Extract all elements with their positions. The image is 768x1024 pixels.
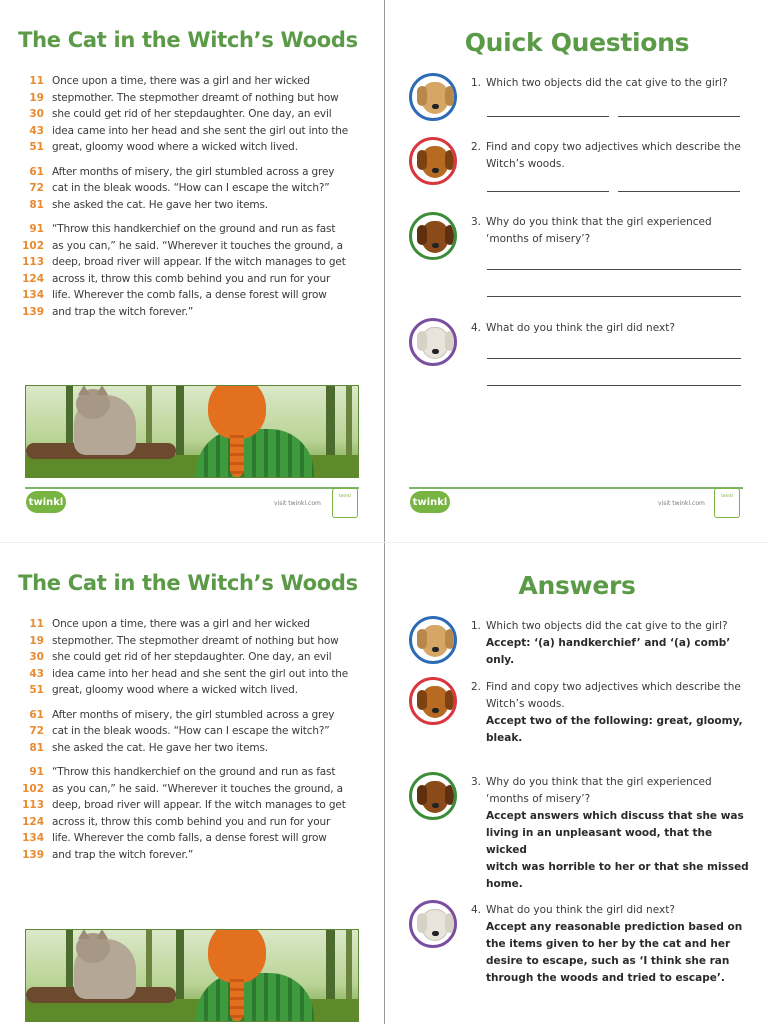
footer-rule <box>25 487 359 489</box>
line-text: cat in the bleak woods. “How can I escape the witch?” <box>52 182 330 195</box>
twinkl-logo[interactable]: twinkl <box>410 491 450 513</box>
question-number: 1. <box>471 77 482 89</box>
visit-link[interactable]: visit twinkl.com <box>274 500 321 507</box>
line-text: and trap the witch forever.” <box>52 848 194 861</box>
answer-line[interactable] <box>487 358 741 359</box>
girl-figure <box>196 973 314 1022</box>
answer-line-text: Accept: ‘(a) handkerchief’ and ‘(a) comb’ only. <box>486 637 731 666</box>
story-line <box>22 666 358 683</box>
line-text: and trap the witch forever.” <box>52 305 194 318</box>
line-text: After months of misery, the girl stumbled across a grey <box>52 708 335 721</box>
golden-dog-avatar-icon <box>409 616 457 664</box>
line-number: 72 <box>29 182 44 195</box>
spaniel-dog-avatar-icon <box>409 137 457 185</box>
story-line <box>22 847 358 864</box>
story-line <box>22 164 358 181</box>
line-number: 72 <box>29 725 44 738</box>
answer-line-text: home. <box>486 878 523 890</box>
line-text: stepmother. The stepmother dreamt of nothing but how <box>52 634 339 647</box>
answer-text <box>471 618 751 669</box>
answer-line-text: Accept answers which discuss that she was <box>486 810 744 822</box>
story-line <box>22 830 358 847</box>
line-number: 124 <box>22 272 44 285</box>
quality-badge: twinkl <box>332 488 358 518</box>
answer-line-text: witch was horrible to her or that she missed <box>486 861 749 873</box>
story-paragraph <box>22 164 358 214</box>
story-page-bottom <box>0 543 384 1024</box>
story-line <box>22 287 358 304</box>
line-number: 19 <box>29 91 44 104</box>
line-number: 81 <box>29 741 44 754</box>
line-text: stepmother. The stepmother dreamt of nothing but how <box>52 91 339 104</box>
answer-line[interactable] <box>618 191 740 192</box>
answer-line-text: Accept two of the following: great, gloomy, <box>486 715 743 727</box>
story-line <box>22 238 358 255</box>
question-number: 3. <box>471 776 482 788</box>
quality-badge: twinkl <box>714 488 740 518</box>
story-line <box>22 180 358 197</box>
story-text <box>22 73 358 328</box>
line-number: 61 <box>29 708 44 721</box>
line-text: she asked the cat. He gave her two items. <box>52 741 268 754</box>
line-number: 51 <box>29 684 44 697</box>
line-text: great, gloomy wood where a wicked witch lived. <box>52 141 298 154</box>
question-line: Witch’s woods. <box>486 698 565 710</box>
answer-text <box>471 679 751 747</box>
answers-page <box>385 543 768 1024</box>
story-illustration <box>25 929 359 1022</box>
story-line <box>22 649 358 666</box>
line-text: Once upon a time, there was a girl and her wicked <box>52 75 310 88</box>
question-line: 3. Why do you think that the girl experienced <box>471 774 751 791</box>
question-text <box>471 139 751 173</box>
answer-line[interactable] <box>487 296 741 297</box>
story-line <box>22 764 358 781</box>
line-text: she could get rid of her stepdaughter. One day, an evil <box>52 108 332 121</box>
story-line <box>22 707 358 724</box>
story-line <box>22 197 358 214</box>
line-text: cat in the bleak woods. “How can I escape the witch?” <box>52 725 330 738</box>
question-line: 2. Find and copy two adjectives which describe the <box>471 679 751 696</box>
story-line <box>22 139 358 156</box>
line-text: life. Wherever the comb falls, a dense forest will grow <box>52 289 327 302</box>
story-line <box>22 616 358 633</box>
line-number: 102 <box>22 782 44 795</box>
line-text: across it, throw this comb behind you and run for your <box>52 815 331 828</box>
question-line: 2. Find and copy two adjectives which describe the <box>471 139 751 156</box>
story-paragraph <box>22 73 358 156</box>
question-number: 2. <box>471 681 482 693</box>
answer-line[interactable] <box>618 116 740 117</box>
line-text: idea came into her head and she sent the girl out into the <box>52 667 349 680</box>
twinkl-logo[interactable]: twinkl <box>26 491 66 513</box>
line-number: 124 <box>22 815 44 828</box>
line-number: 11 <box>29 75 44 88</box>
line-number: 11 <box>29 618 44 631</box>
hound-dog-avatar-icon <box>409 212 457 260</box>
story-line <box>22 106 358 123</box>
line-number: 91 <box>29 223 44 236</box>
question-number: 4. <box>471 904 482 916</box>
line-number: 139 <box>22 305 44 318</box>
line-number: 91 <box>29 766 44 779</box>
story-line <box>22 723 358 740</box>
line-text: great, gloomy wood where a wicked witch lived. <box>52 684 298 697</box>
line-number: 43 <box>29 667 44 680</box>
story-line <box>22 740 358 757</box>
line-number: 30 <box>29 651 44 664</box>
line-number: 134 <box>22 832 44 845</box>
question-line: 3. Why do you think that the girl experienced <box>471 214 751 231</box>
line-text: After months of misery, the girl stumbled across a grey <box>52 165 335 178</box>
answers-title: Answers <box>518 571 636 600</box>
answer-line-text: through the woods and tried to escape’. <box>486 972 725 984</box>
line-text: life. Wherever the comb falls, a dense forest will grow <box>52 832 327 845</box>
line-number: 51 <box>29 141 44 154</box>
footer-rule <box>409 487 743 489</box>
answer-line[interactable] <box>487 385 741 386</box>
line-text: idea came into her head and she sent the girl out into the <box>52 124 349 137</box>
girl-figure <box>196 429 314 478</box>
story-paragraph <box>22 764 358 863</box>
story-line <box>22 271 358 288</box>
answer-line[interactable] <box>487 191 609 192</box>
answer-line-text: Accept any reasonable prediction based on <box>486 921 743 933</box>
visit-link[interactable]: visit twinkl.com <box>658 500 705 507</box>
story-line <box>22 123 358 140</box>
answer-text <box>471 774 751 893</box>
line-text: as you can,” he said. “Wherever it touches the ground, a <box>52 782 343 795</box>
line-number: 102 <box>22 239 44 252</box>
question-text <box>471 214 751 248</box>
line-text: she could get rid of her stepdaughter. One day, an evil <box>52 651 332 664</box>
question-number: 2. <box>471 141 482 153</box>
question-line: ‘months of misery’? <box>486 793 591 805</box>
story-line <box>22 221 358 238</box>
line-number: 139 <box>22 848 44 861</box>
question-number: 4. <box>471 322 482 334</box>
story-line <box>22 797 358 814</box>
story-page-top <box>0 0 384 542</box>
story-paragraph <box>22 616 358 699</box>
answer-line-text: the items given to her by the cat and her <box>486 938 731 950</box>
white-dog-avatar-icon <box>409 318 457 366</box>
question-line: 4. What do you think the girl did next? <box>471 902 751 919</box>
line-text: “Throw this handkerchief on the ground and run as fast <box>52 766 336 779</box>
question-text <box>471 320 751 337</box>
quick-questions-title: Quick Questions <box>464 28 690 57</box>
story-illustration <box>25 385 359 478</box>
golden-dog-avatar-icon <box>409 73 457 121</box>
question-line: 1. Which two objects did the cat give to the girl? <box>471 618 751 635</box>
story-line <box>22 73 358 90</box>
story-line <box>22 633 358 650</box>
line-text: across it, throw this comb behind you and run for your <box>52 272 331 285</box>
line-text: as you can,” he said. “Wherever it touches the ground, a <box>52 239 343 252</box>
quick-questions-page <box>385 0 768 542</box>
line-text: deep, broad river will appear. If the witch manages to get <box>52 256 346 269</box>
story-paragraph <box>22 707 358 757</box>
story-line <box>22 781 358 798</box>
answer-line-text: living in an unpleasant wood, that the wicked <box>486 827 713 856</box>
line-number: 43 <box>29 124 44 137</box>
question-line: ‘months of misery’? <box>486 233 591 245</box>
line-number: 61 <box>29 165 44 178</box>
white-dog-avatar-icon <box>409 900 457 948</box>
question-number: 1. <box>471 620 482 632</box>
answer-line-text: bleak. <box>486 732 523 744</box>
line-text: “Throw this handkerchief on the ground and run as fast <box>52 223 336 236</box>
answer-line[interactable] <box>487 116 609 117</box>
answer-text <box>471 902 751 987</box>
question-number: 3. <box>471 216 482 228</box>
line-text: she asked the cat. He gave her two items. <box>52 198 268 211</box>
hound-dog-avatar-icon <box>409 772 457 820</box>
story-line <box>22 682 358 699</box>
line-text: deep, broad river will appear. If the witch manages to get <box>52 799 346 812</box>
line-number: 134 <box>22 289 44 302</box>
question-line: 1. Which two objects did the cat give to the girl? <box>471 75 751 92</box>
story-text <box>22 616 358 871</box>
question-line: Witch’s woods. <box>486 158 565 170</box>
story-title: The Cat in the Witch’s Woods <box>18 571 358 595</box>
story-line <box>22 90 358 107</box>
line-text: Once upon a time, there was a girl and her wicked <box>52 618 310 631</box>
spaniel-dog-avatar-icon <box>409 677 457 725</box>
line-number: 81 <box>29 198 44 211</box>
story-line <box>22 304 358 321</box>
answer-line[interactable] <box>487 269 741 270</box>
line-number: 19 <box>29 634 44 647</box>
story-title: The Cat in the Witch’s Woods <box>18 28 358 52</box>
story-paragraph <box>22 221 358 320</box>
story-line <box>22 254 358 271</box>
question-line: 4. What do you think the girl did next? <box>471 320 751 337</box>
line-number: 113 <box>22 799 44 812</box>
line-number: 30 <box>29 108 44 121</box>
answer-line-text: desire to escape, such as ‘I think she ran <box>486 955 730 967</box>
line-number: 113 <box>22 256 44 269</box>
question-text <box>471 75 751 92</box>
story-line <box>22 814 358 831</box>
